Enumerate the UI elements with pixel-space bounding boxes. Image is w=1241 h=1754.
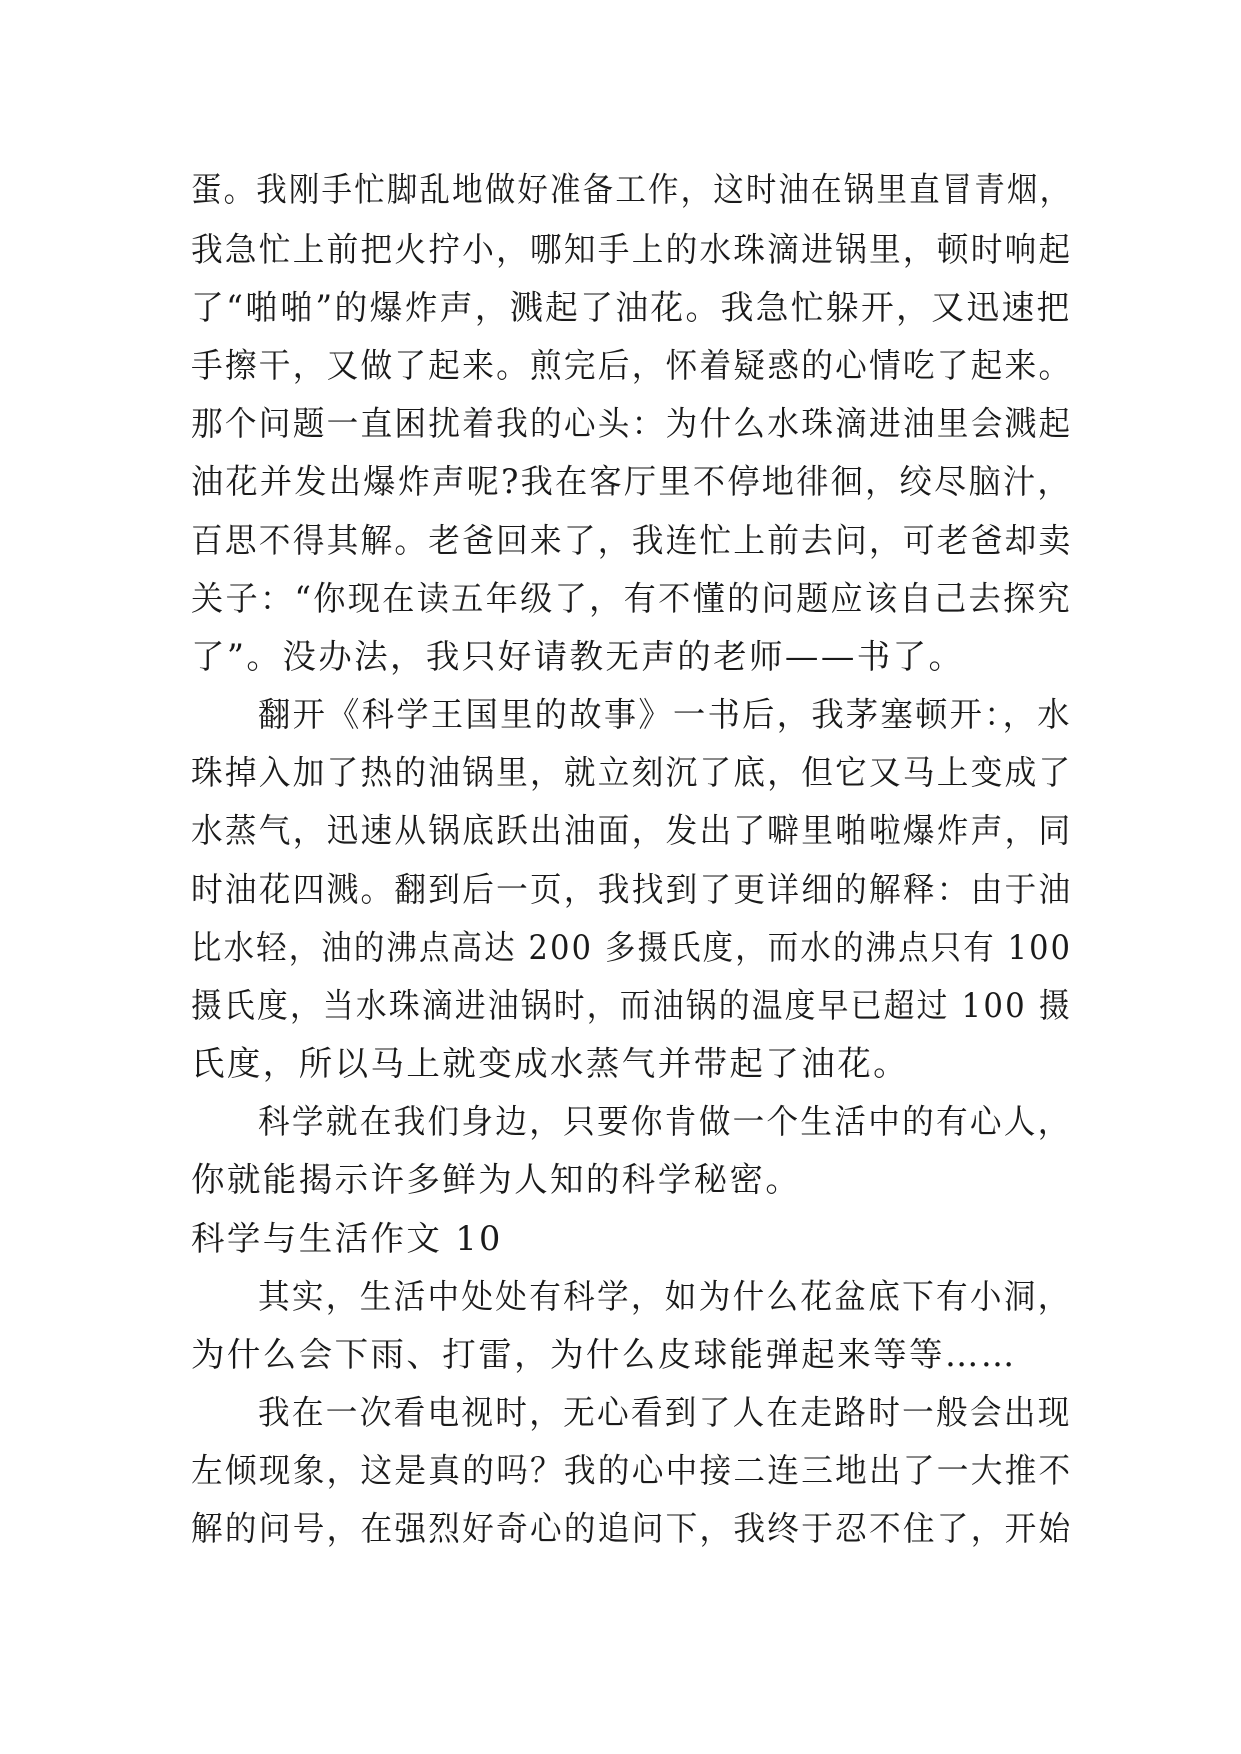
text-line: 左倾现象，这是真的吗？我的心中接二连三地出了一大推不: [191, 1451, 1073, 1490]
text-line: 水蒸气，迅速从锅底跃出油面，发出了噼里啪啦爆炸声，同: [191, 811, 1073, 850]
text-line: 手擦干，又做了起来。煎完后，怀着疑惑的心情吃了起来。: [191, 346, 1073, 385]
text-line: 蛋。我刚手忙脚乱地做好准备工作，这时油在锅里直冒青烟，: [191, 170, 1073, 209]
text-line: 为什么会下雨、打雷，为什么皮球能弹起来等等……: [191, 1335, 1017, 1374]
text-line: 解的问号，在强烈好奇心的追问下，我终于忍不住了，开始: [191, 1509, 1073, 1548]
text-line: 油花并发出爆炸声呢?我在客厅里不停地徘徊，绞尽脑汁，: [191, 462, 1072, 501]
text-line: 翻开《科学王国里的故事》一书后，我茅塞顿开：，水: [258, 695, 1072, 734]
text-line: 我急忙上前把火拧小，哪知手上的水珠滴进锅里，顿时响起: [191, 230, 1073, 269]
text-line: 时油花四溅。翻到后一页，我找到了更详细的解释：由于油: [191, 870, 1073, 909]
text-line: 其实，生活中处处有科学，如为什么花盆底下有小洞，: [258, 1277, 1072, 1316]
text-line: 了“啪啪”的爆炸声，溅起了油花。我急忙躲开，又迅速把: [191, 288, 1072, 327]
text-line: 我在一次看电视时，无心看到了人在走路时一般会出现: [258, 1393, 1072, 1432]
text-line: 珠掉入加了热的油锅里，就立刻沉了底，但它又马上变成了: [191, 753, 1073, 792]
text-line: 氏度，所以马上就变成水蒸气并带起了油花。: [191, 1044, 909, 1083]
text-line: 摄氏度，当水珠滴进油锅时，而油锅的温度早已超过 100 摄: [191, 986, 1072, 1025]
text-line: 百思不得其解。老爸回来了，我连忙上前去问，可老爸却卖: [191, 521, 1073, 560]
text-line: 了”。没办法，我只好请教无声的老师——书了。: [191, 637, 965, 676]
text-line: 关子：“你现在读五年级了，有不懂的问题应该自己去探究: [191, 579, 1072, 618]
text-line: 你就能揭示许多鲜为人知的科学秘密。: [191, 1160, 802, 1199]
text-line: 那个问题一直困扰着我的心头：为什么水珠滴进油里会溅起: [191, 404, 1073, 443]
section-heading: 科学与生活作文 10: [191, 1219, 503, 1258]
text-line: 科学就在我们身边，只要你肯做一个生活中的有心人，: [258, 1102, 1072, 1141]
text-line: 比水轻，油的沸点高达 200 多摄氏度，而水的沸点只有 100: [191, 928, 1073, 967]
